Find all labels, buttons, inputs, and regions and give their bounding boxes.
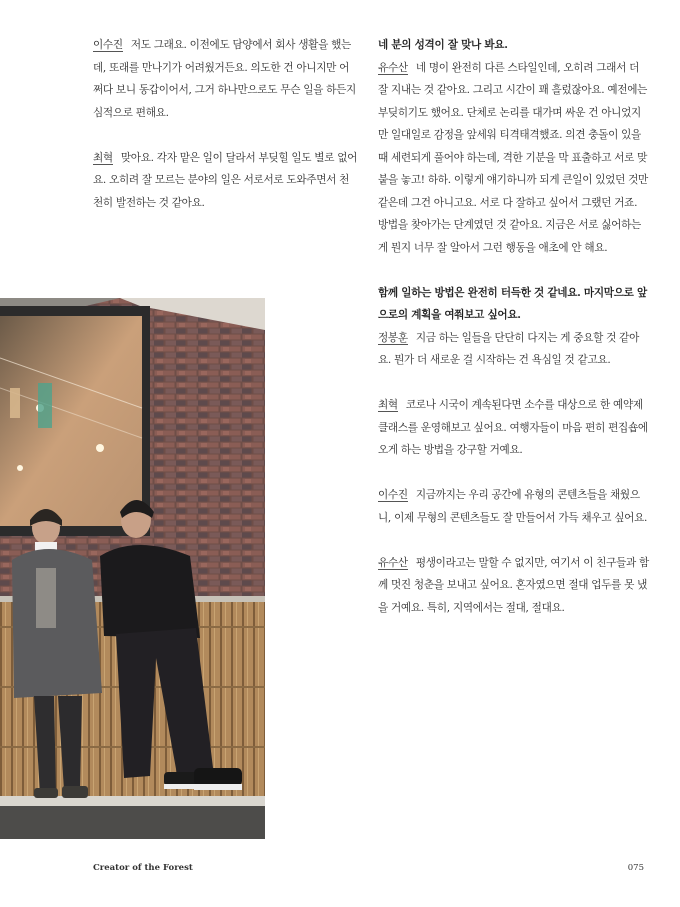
answer-paragraph xyxy=(378,552,650,620)
answer-paragraph xyxy=(378,394,650,462)
speaker-name: 유수산 xyxy=(378,556,408,569)
page-number: 075 xyxy=(627,863,644,873)
answer-paragraph xyxy=(378,484,650,529)
answer-text: 평생이라고는 말할 수 없지만, 여기서 이 친구들과 함께 멋진 청춘을 보내고 싶어요. 혼자였으면 절대 업두를 못 냈을 거예요. 특히, 지역에서는 절대, 절대요. xyxy=(378,556,649,614)
speaker-name: 유수산 xyxy=(378,61,408,74)
answer-text: 코로나 시국이 계속된다면 소수를 대상으로 한 예약제 클래스를 운영해보고 싶어요. 여행자들이 마음 편히 편집숍에 오게 하는 방법을 강구할 거예요. xyxy=(378,399,648,456)
photo-illustration xyxy=(0,298,265,839)
speaker-name: 최혁 xyxy=(93,151,113,164)
answer-text: 맞아요. 각자 맡은 일이 달라서 부딪힐 일도 별로 없어요. 오히려 잘 모르는 분야의 일은 서로서로 도와주면서 천천히 발전하는 것 같아요. xyxy=(93,151,358,209)
right-column xyxy=(378,34,650,642)
speaker-name: 이수진 xyxy=(378,489,408,501)
interview-photo xyxy=(0,298,265,839)
answer-paragraph xyxy=(93,147,358,215)
answer-text: 지금 하는 일들을 단단히 다지는 게 중요할 것 같아요. 뭔가 더 새로운 걸 시작하는 건 욕심일 것 같고요. xyxy=(378,331,640,366)
answer-text: 지금까지는 우리 공간에 유형의 콘텐츠들을 채웠으니, 이제 무형의 콘텐츠들도 잘 만들어서 가득 채우고 싶어요. xyxy=(378,489,648,524)
left-column xyxy=(93,34,358,237)
speaker-name: 최혁 xyxy=(378,399,398,411)
answer-paragraph xyxy=(378,57,650,260)
answer-text: 저도 그래요. 이전에도 담양에서 회사 생활을 했는데, 또래를 만나기가 어려웠거든요. 의도한 건 아니지만 어쩌다 보니 동갑이어서, 그거 하나만으로도 무슨 일을 하든지 심적으로 편해요. xyxy=(93,39,356,119)
answer-text: 네 명이 완전히 다른 스타일인데, 오히려 그래서 더 잘 지내는 것 같아요. 그리고 시간이 꽤 흘렀잖아요. 예전에는 부딪히기도 했어요. 단체로 논리를 대가며 싸운 건 아니었지만 일대일로 감정을 앞세워 티격태격했죠. 의견 충돌이 있을 때 세련되게 풀어야 하는데, 격한 기분을 막 표출하고 서로 맞붙을 놓고! 하하. 이렇게 얘기하니까 되게 큰일이 있었던 것만 같은데 그건 아니고요. 서로 다 잘하고 싶어서 그랬던 거죠. 방법을 찾아가는 단계였던 것 같아요. 지금은 서로 싫어하는 게 뭔지 너무 잘 알아서 그런 행동을 애초에 안 해요. xyxy=(378,61,648,254)
speaker-name: 정봉훈 xyxy=(378,331,408,344)
footer-magazine-title: Creator of the Forest xyxy=(93,863,193,873)
interview-question: 네 분의 성격이 잘 맞나 봐요. xyxy=(378,39,508,51)
answer-paragraph xyxy=(378,327,650,372)
interview-question: 함께 일하는 방법은 완전히 터득한 것 같네요. 마지막으로 앞으로의 계획을 여쭤보고 싶어요. xyxy=(378,286,647,321)
answer-paragraph xyxy=(93,34,358,124)
speaker-name: 이수진 xyxy=(93,39,123,51)
